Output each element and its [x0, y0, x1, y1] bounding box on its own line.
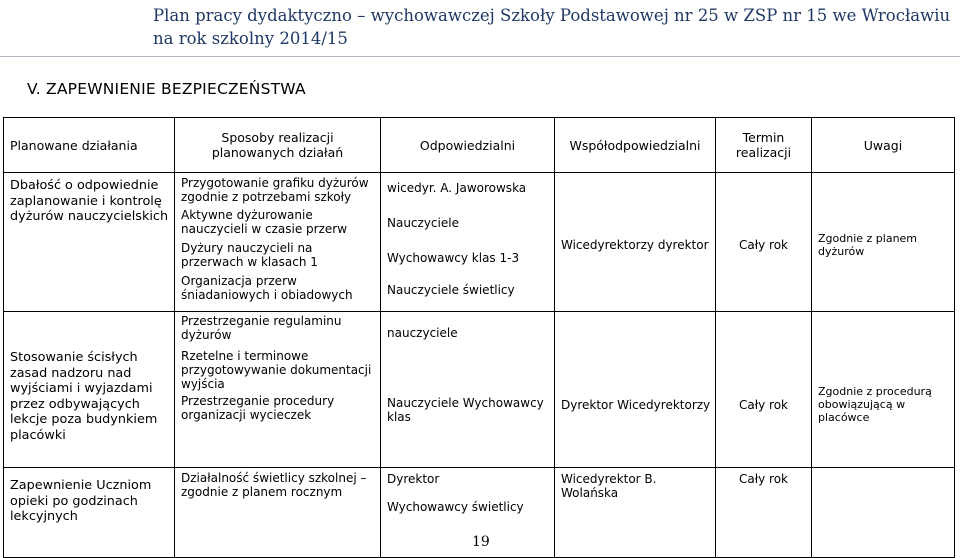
row-methods: [175, 468, 381, 558]
page-number: 19: [472, 534, 490, 550]
method-item: Działalność świetlicy szkolnej – zgodnie z planem rocznym: [181, 471, 367, 499]
section-title: V. ZAPEWNIENIE BEZPIECZEŃSTWA: [27, 80, 306, 98]
row-notes: Zgodnie z planem dyżurów: [812, 173, 955, 312]
row-responsible: [381, 468, 555, 558]
table-header-row: [4, 118, 955, 173]
document-header: [0, 0, 960, 57]
column-header-term: Termin realizacji: [716, 118, 812, 173]
responsible-item: wicedyr. A. Jaworowska: [387, 181, 527, 195]
row-action: Stosowanie ścisłych zasad nadzoru nad wyjściami i wyjazdami przez odbywających lekcje poza budynkiem placówki: [4, 312, 175, 468]
row-responsible: [381, 312, 555, 468]
row-responsible: [381, 173, 555, 312]
row-methods: [175, 312, 381, 468]
row-methods: [175, 173, 381, 312]
responsible-item: Dyrektor: [387, 472, 440, 486]
method-item: Rzetelne i terminowe przygotowywanie dokumentacji wyjścia: [181, 349, 372, 391]
column-header-notes: Uwagi: [812, 118, 955, 173]
method-item: Przestrzeganie procedury organizacji wycieczek: [181, 394, 335, 422]
document-title: Plan pracy dydaktyczno – wychowawczej Szkoły Podstawowej nr 25 w ZSP nr 15 we Wrocławiu na rok szkolny 2014/15: [153, 6, 951, 48]
method-item: Aktywne dyżurowanie nauczycieli w czasie przerw: [181, 208, 348, 236]
plan-table: [3, 117, 955, 558]
row-term: Cały rok: [716, 312, 812, 468]
column-header-co-responsible: Współodpowiedzialni: [555, 118, 716, 173]
responsible-item: Nauczyciele świetlicy: [387, 283, 515, 297]
column-header-responsible: Odpowiedzialni: [381, 118, 555, 173]
responsible-item: Nauczyciele: [387, 216, 459, 230]
column-header-methods: Sposoby realizacji planowanych działań: [175, 118, 381, 173]
method-item: Dyżury nauczycieli na przerwach w klasach 1: [181, 241, 318, 269]
table-row: [4, 173, 955, 312]
column-header-actions: Planowane działania: [4, 118, 175, 173]
row-co-responsible: Wicedyrektor B. Wolańska: [555, 468, 716, 558]
responsible-item: nauczyciele: [387, 326, 458, 340]
row-co-responsible: Dyrektor Wicedyrektorzy: [555, 312, 716, 468]
row-co-responsible: Wicedyrektorzy dyrektor: [555, 173, 716, 312]
row-term: Cały rok: [716, 173, 812, 312]
responsible-item: Nauczyciele Wychowawcy klas: [387, 396, 544, 424]
responsible-item: Wychowawcy świetlicy: [387, 500, 524, 514]
row-action: Zapewnienie Uczniom opieki po godzinach lekcyjnych: [4, 468, 175, 558]
method-item: Organizacja przerw śniadaniowych i obiadowych: [181, 274, 353, 302]
method-item: Przygotowanie grafiku dyżurów zgodnie z potrzebami szkoły: [181, 176, 369, 204]
row-notes: [812, 468, 955, 558]
row-term: Cały rok: [716, 468, 812, 558]
row-notes: Zgodnie z procedurą obowiązującą w placówce: [812, 312, 955, 468]
responsible-item: Wychowawcy klas 1-3: [387, 251, 520, 265]
row-action: Dbałość o odpowiednie zaplanowanie i kontrolę dyżurów nauczycielskich: [4, 173, 175, 312]
method-item: Przestrzeganie regulaminu dyżurów: [181, 314, 342, 342]
table-row: [4, 312, 955, 468]
